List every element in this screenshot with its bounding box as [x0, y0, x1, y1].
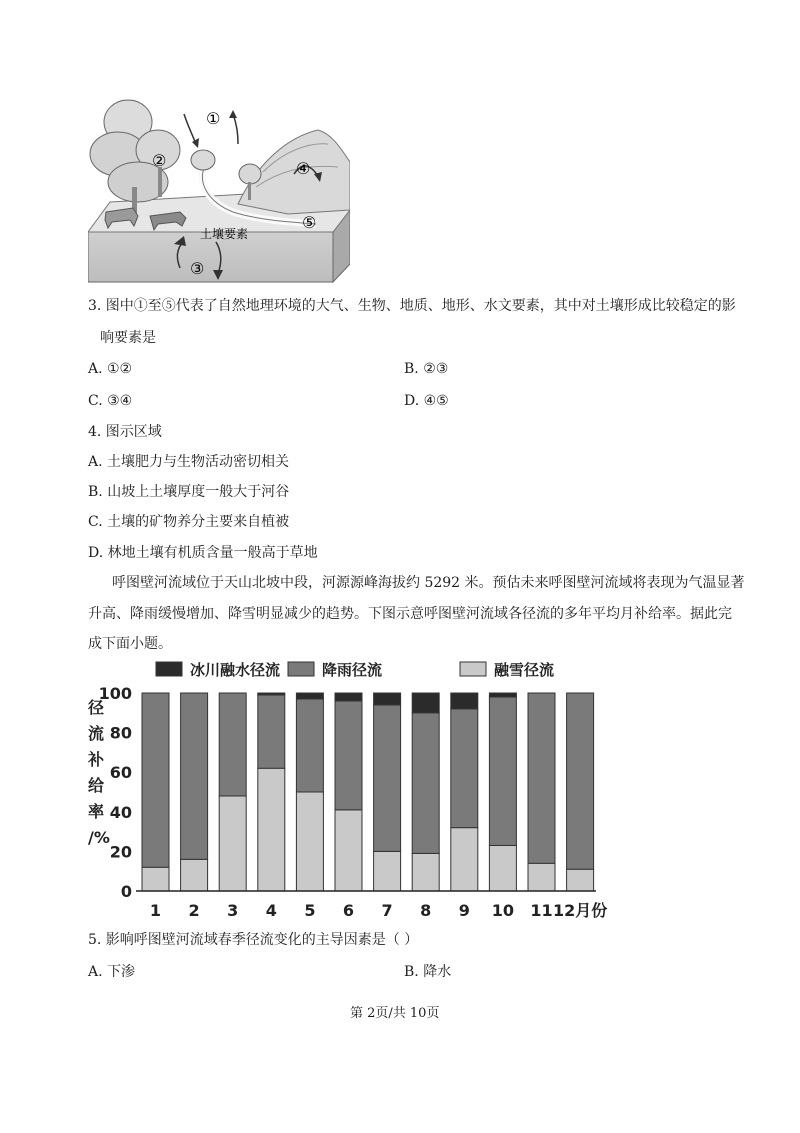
passage-line2: 升高、降雨缓慢增加、降雪明显减少的趋势。下图示意呼图壁河流域各径流的多年平均月补给率。据此完 [88, 606, 732, 622]
bar-5-融雪径流 [296, 792, 323, 891]
xtick-8: 9 [458, 901, 470, 920]
bar-7-降雨径流 [374, 705, 401, 852]
bar-4-融雪径流 [258, 768, 285, 891]
ylabel-char-5: /% [88, 828, 110, 847]
marker-1: ① [206, 109, 221, 128]
chart-bars [142, 693, 594, 891]
legend-label-2: 融雪径流 [494, 661, 555, 679]
q3-stem-line2: 响要素是 [100, 330, 156, 346]
legend-label-0: 冰川融水径流 [190, 661, 281, 679]
legend-swatch-1 [288, 662, 314, 676]
ylabel-char-2: 补 [88, 750, 105, 769]
bar-4-冰川融水径流 [258, 693, 285, 695]
xtick-5: 6 [342, 901, 355, 920]
legend-label-1: 降雨径流 [322, 661, 383, 679]
bar-9-融雪径流 [451, 828, 478, 891]
bar-4-降雨径流 [258, 695, 285, 768]
bar-12月份-融雪径流 [567, 869, 594, 891]
soil-factors-illustration [88, 92, 350, 284]
xtick-3: 4 [265, 901, 277, 920]
bar-5-冰川融水径流 [296, 693, 323, 699]
bar-7-融雪径流 [374, 851, 401, 891]
bar-3-融雪径流 [219, 796, 246, 891]
q5-stem: 5. 影响呼图壁河流域春季径流变化的主导因素是（ ） [88, 932, 419, 948]
marker-2: ② [152, 151, 167, 170]
q3-option-a[interactable]: A. ①② [88, 361, 133, 377]
bar-6-融雪径流 [335, 810, 362, 891]
ytick-60: 60 [109, 763, 132, 783]
bar-8-降雨径流 [412, 713, 439, 854]
ytick-20: 20 [109, 842, 132, 862]
ytick-0: 0 [120, 882, 132, 901]
q4-option-a[interactable]: A. 土壤肥力与生物活动密切相关 [88, 454, 290, 470]
soil-label: 土壤要素 [200, 227, 249, 241]
xtick-4: 5 [304, 901, 316, 920]
q4-option-b[interactable]: B. 山坡上土壤厚度一般大于河谷 [88, 484, 290, 500]
passage-line3: 成下面小题。 [88, 636, 172, 652]
x-axis-ticks [150, 901, 607, 920]
bar-1-融雪径流 [142, 867, 169, 891]
bar-11-融雪径流 [528, 863, 555, 891]
bar-10-降雨径流 [489, 697, 516, 845]
legend-swatch-2 [460, 662, 486, 676]
marker-4: ④ [296, 159, 311, 178]
page-number: 第 2页/共 10页 [350, 1006, 440, 1021]
ylabel-char-1: 流 [88, 724, 105, 743]
ylabel-char-0: 径 [88, 698, 105, 717]
q5-option-a[interactable]: A. 下渗 [88, 964, 136, 980]
passage-line1: 呼图壁河流域位于天山北坡中段，河源源峰海拔约 5292 米。预估未来呼图壁河流域将表现为气温显著 [112, 575, 745, 591]
bar-9-降雨径流 [451, 709, 478, 828]
xtick-0: 1 [149, 901, 162, 920]
marker-5: ⑤ [302, 213, 317, 232]
xtick-11: 12月份 [552, 901, 608, 920]
bar-8-融雪径流 [412, 853, 439, 891]
ytick-40: 40 [109, 802, 132, 822]
xtick-2: 3 [227, 901, 239, 920]
xtick-10: 11 [530, 901, 553, 920]
xtick-1: 2 [188, 901, 200, 920]
landscape-diagram [88, 92, 350, 284]
bar-6-降雨径流 [335, 701, 362, 810]
y-axis-label [87, 698, 110, 847]
q3-stem-line1: 3. 图中①至⑤代表了自然地理环境的大气、生物、地质、地形、水文要素，其中对土壤形成比较稳定的影 [88, 298, 736, 314]
q5-option-b[interactable]: B. 降水 [404, 964, 452, 980]
legend-swatch-0 [156, 662, 182, 676]
bar-6-冰川融水径流 [335, 693, 362, 701]
bar-11-降雨径流 [528, 693, 555, 863]
xtick-6: 7 [381, 901, 393, 920]
ylabel-char-4: 率 [88, 802, 105, 821]
xtick-9: 10 [491, 901, 515, 920]
bar-2-融雪径流 [181, 859, 208, 891]
q4-option-c[interactable]: C. 土壤的矿物养分主要来自植被 [88, 514, 290, 530]
q4-option-d[interactable]: D. 林地土壤有机质含量一般高于草地 [88, 545, 318, 561]
q4-stem: 4. 图示区域 [88, 424, 162, 440]
bar-9-冰川融水径流 [451, 693, 478, 709]
bar-7-冰川融水径流 [374, 693, 401, 705]
bar-3-降雨径流 [219, 693, 246, 796]
xtick-7: 8 [420, 901, 432, 920]
ylabel-char-3: 给 [88, 776, 105, 795]
runoff-chart [86, 655, 616, 920]
bar-10-融雪径流 [489, 845, 516, 891]
bar-8-冰川融水径流 [412, 693, 439, 713]
bar-1-降雨径流 [142, 693, 169, 867]
q3-option-d[interactable]: D. ④⑤ [404, 393, 449, 409]
bar-2-降雨径流 [181, 693, 208, 859]
marker-3: ③ [190, 259, 205, 278]
ytick-100: 100 [98, 684, 132, 703]
chart-legend [156, 661, 554, 679]
bar-10-冰川融水径流 [489, 693, 516, 697]
bar-5-降雨径流 [296, 699, 323, 792]
q3-option-c[interactable]: C. ③④ [88, 393, 133, 409]
ytick-80: 80 [109, 723, 132, 743]
bar-12月份-降雨径流 [567, 693, 594, 869]
q3-option-b[interactable]: B. ②③ [404, 361, 449, 377]
